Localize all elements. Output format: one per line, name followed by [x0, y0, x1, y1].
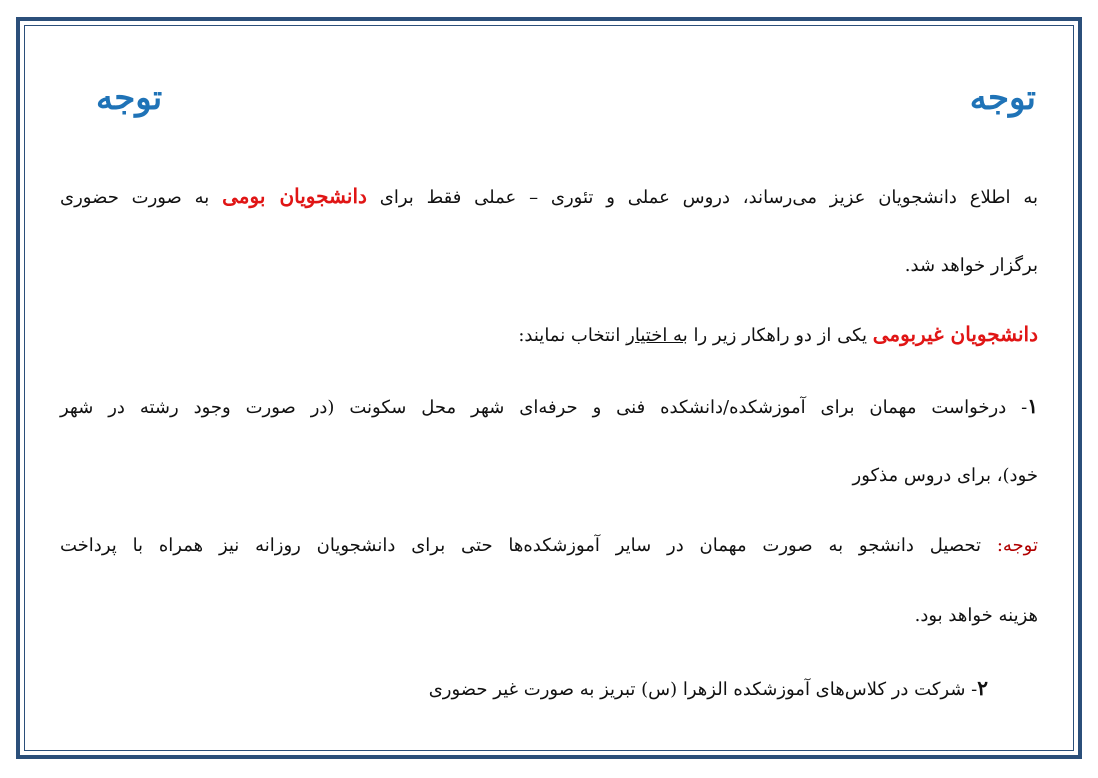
note-text: تحصیل دانشجو به صورت مهمان در سایر آموزشکده‌ها حتی برای دانشجویان روزانه نیز همراه با پرداخت [60, 535, 997, 556]
paragraph-2-text-b: انتخاب نمایند: [518, 325, 627, 346]
item-1-line-2: خود)، برای دروس مذکور [852, 465, 1038, 486]
paragraph-1-line-2: برگزار خواهد شد. [904, 255, 1038, 276]
heading-left: توجه [96, 78, 163, 118]
item-1-text: - درخواست مهمان برای آموزشکده/دانشکده فنی و حرفه‌ای شهر محل سکونت (در صورت وجود رشته در شهر [60, 397, 1028, 418]
non-native-students-highlight: دانشجویان غیربومی [872, 322, 1038, 346]
item-1-number: ۱ [1027, 394, 1038, 418]
item-1-line-1 [60, 392, 1038, 422]
page-border-inner [24, 25, 1074, 751]
note-line-2: هزینه خواهد بود. [914, 605, 1038, 626]
paragraph-1-text-a: به اطلاع دانشجویان عزیز می‌رساند، دروس عملی و تئوری – عملی فقط برای [366, 187, 1038, 208]
item-2-number: ۲ [977, 676, 988, 700]
note-label: توجه: [996, 535, 1038, 556]
paragraph-1-text-b: به صورت حضوری [60, 187, 223, 208]
item-2 [429, 674, 988, 704]
paragraph-2-text-a: یکی از دو راهکار زیر را [687, 325, 873, 346]
paragraph-1-line-1 [60, 182, 1038, 212]
underlined-option-text: به اختیار [626, 325, 688, 346]
heading-right: توجه [969, 78, 1036, 118]
paragraph-2 [518, 320, 1038, 350]
item-2-text: - شرکت در کلاس‌های آموزشکده الزهرا (س) تبریز به صورت غیر حضوری [428, 679, 978, 700]
note-line-1 [60, 532, 1038, 560]
native-students-highlight: دانشجویان بومی [222, 184, 367, 208]
